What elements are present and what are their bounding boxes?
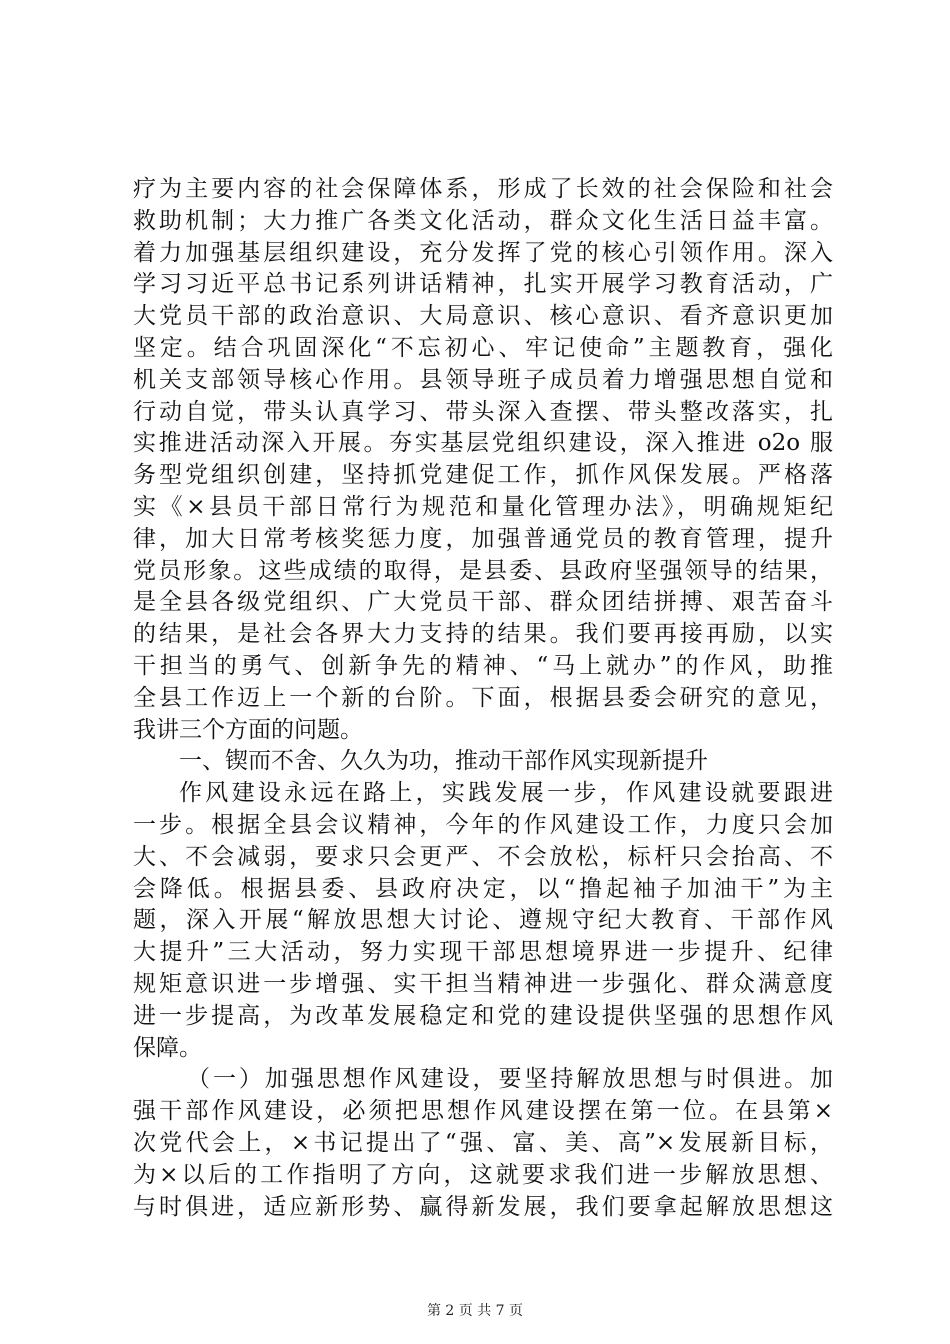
text-line: 学习习近平总书记系列讲话精神，扎实开展学习教育活动，广 [133,271,833,298]
text-line: 次党代会上，×书记提出了“强、富、美、高”×发展新目标， [133,1129,833,1156]
text-line: 规矩意识进一步增强、实干担当精神进一步强化、群众满意度 [133,970,833,997]
body-text [133,174,833,1223]
text-line: 行动自觉，带头认真学习、带头深入查摆、带头整改落实，扎 [133,398,833,425]
text-line: 题，深入开展“解放思想大讨论、遵规守纪大教育、干部作风 [133,907,833,934]
text-line: 是全县各级党组织、广大党员干部、群众团结拼搏、艰苦奋斗 [133,589,833,616]
text-line: 的结果，是社会各界大力支持的结果。我们要再接再励，以实 [133,621,833,648]
text-line: 实推进活动深入开展。夯实基层党组织建设，深入推进 o2o 服 [133,430,833,457]
text-line: 实《×县员干部日常行为规范和量化管理办法》，明确规矩纪 [133,493,833,520]
text-line: 坚定。结合巩固深化“不忘初心、牢记使命”主题教育，强化 [133,334,833,361]
text-line: 大、不会减弱，要求只会更严、不会放松，标杆只会抬高、不 [133,843,833,870]
text-line: 保障。 [133,1034,202,1061]
text-line: 一步。根据全县会议精神，今年的作风建设工作，力度只会加 [133,811,833,838]
text-line: 作风建设永远在路上，实践发展一步，作风建设就要跟进 [179,780,833,807]
text-line: 我讲三个方面的问题。 [133,716,363,743]
text-line: 大党员干部的政治意识、大局意识、核心意识、看齐意识更加 [133,303,833,330]
text-line: 强干部作风建设，必须把思想作风建设摆在第一位。在县第× [133,1098,833,1125]
text-line: 大提升”三大活动，努力实现干部思想境界进一步提升、纪律 [133,939,833,966]
page-footer: 第 2 页 共 7 页 [426,1303,524,1319]
text-line: 党员形象。这些成绩的取得，是县委、县政府坚强领导的结果， [133,557,833,584]
subsection-heading-line: （一）加强思想作风建设，要坚持解放思想与时俱进。加 [187,1066,833,1093]
text-line: 疗为主要内容的社会保障体系，形成了长效的社会保险和社会 [133,176,833,202]
text-line: 救助机制；大力推广各类文化活动，群众文化生活日益丰富。 [133,207,833,234]
text-line: 律，加大日常考核奖惩力度，加强普通党员的教育管理，提升 [133,525,833,552]
section-heading: 一、锲而不舍、久久为功，推动干部作风实现新提升 [179,748,708,775]
text-line: 进一步提高，为改革发展稳定和党的建设提供坚强的思想作风 [133,1002,833,1029]
text-line: 与时俱进，适应新形势、赢得新发展，我们要拿起解放思想这 [133,1193,833,1220]
text-line: 着力加强基层组织建设，充分发挥了党的核心引领作用。深入 [133,239,833,266]
text-line: 机关支部领导核心作用。县领导班子成员着力增强思想自觉和 [133,366,833,393]
text-line: 为×以后的工作指明了方向，这就要求我们进一步解放思想、 [133,1161,833,1188]
text-line: 干担当的勇气、创新争先的精神、“马上就办”的作风，助推 [133,652,833,679]
text-line: 务型党组织创建，坚持抓党建促工作，抓作风保发展。严格落 [133,462,833,489]
text-line: 全县工作迈上一个新的台阶。下面，根据县委会研究的意见， [133,684,833,711]
text-line: 会降低。根据县委、县政府决定，以“撸起袖子加油干”为主 [133,875,833,902]
